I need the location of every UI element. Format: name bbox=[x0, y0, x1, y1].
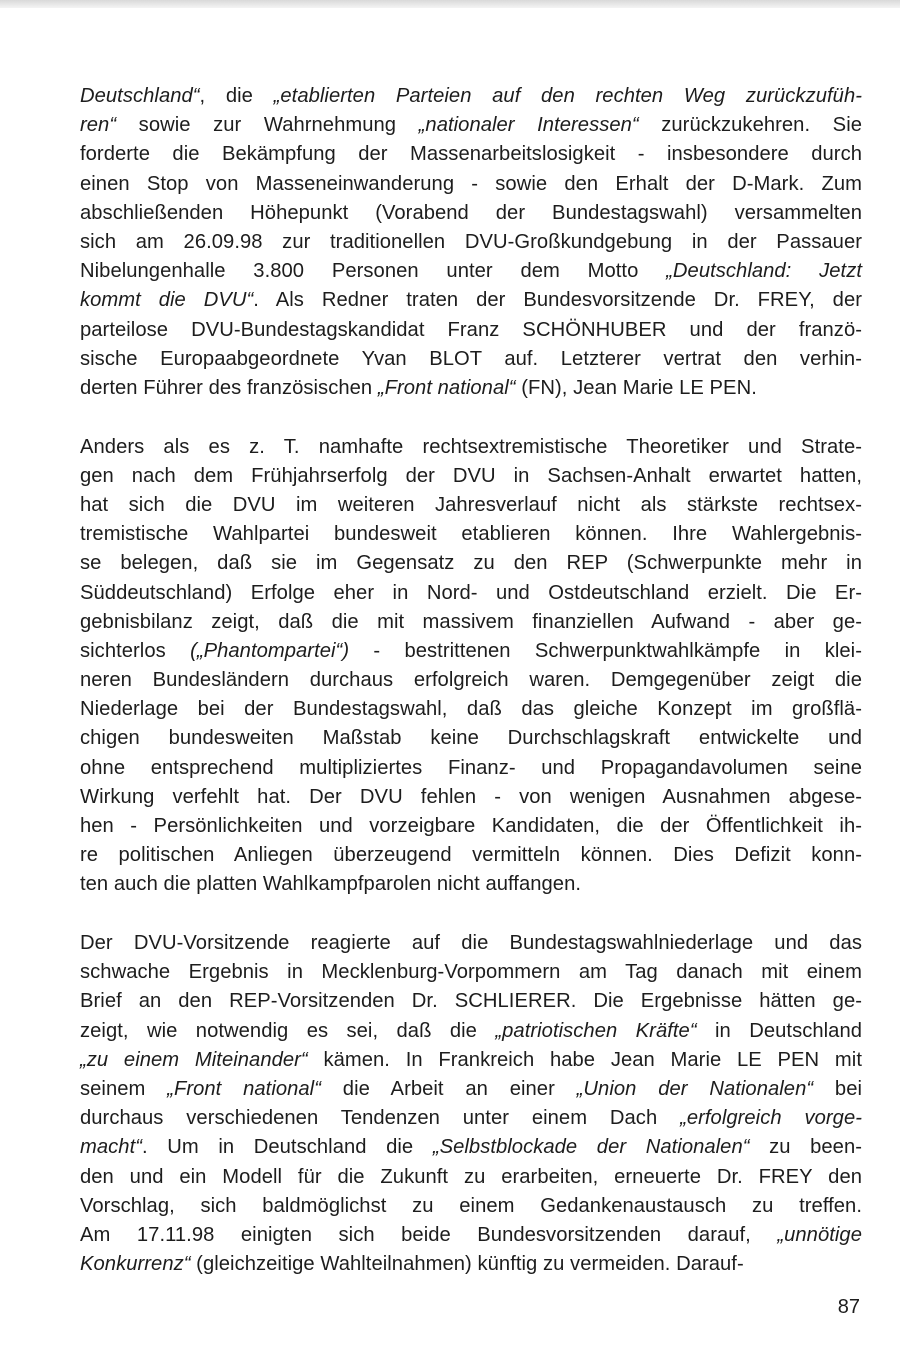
text-run: Brief an den REP-Vorsitzenden Dr. SCHLIERER. Die Ergebnisse hätten ge- bbox=[80, 990, 862, 1013]
text-run: (FN), Jean Marie LE PEN. bbox=[515, 376, 757, 399]
text-run: ten auch die platten Wahlkampfparolen nicht auffangen. bbox=[80, 873, 581, 896]
paragraph-gap bbox=[80, 403, 862, 433]
paragraph bbox=[80, 82, 862, 403]
text-line bbox=[80, 491, 862, 520]
text-line bbox=[80, 82, 862, 111]
text-run: seinem bbox=[80, 1078, 168, 1100]
text-line bbox=[80, 841, 862, 870]
italic-text-run: „zu einem Miteinander“ bbox=[80, 1048, 308, 1071]
text-run: gen nach dem Frühjahrserfolg der DVU in Sachsen-Anhalt erwartet hatten, bbox=[80, 464, 862, 487]
italic-text-run: „Union der Nationalen“ bbox=[576, 1078, 814, 1100]
italic-text-run: kommt die DVU“ bbox=[80, 289, 254, 312]
text-run: kämen. In Frankreich habe Jean Marie LE PEN mit bbox=[307, 1048, 862, 1071]
text-line bbox=[80, 783, 862, 812]
text-line bbox=[80, 929, 862, 958]
text-run: schwache Ergebnis in Mecklenburg-Vorpommern am Tag danach mit einem bbox=[80, 961, 862, 984]
text-run: Anders als es z. T. namhafte rechtsextremistische Theoretiker und Strate- bbox=[80, 435, 862, 458]
text-run: durchaus verschiedenen Tendenzen unter einem Dach bbox=[80, 1107, 681, 1130]
text-line bbox=[80, 1250, 862, 1279]
text-line bbox=[80, 199, 862, 228]
text-line bbox=[80, 812, 862, 841]
text-run: die Arbeit an einer bbox=[321, 1078, 577, 1100]
text-run: hat sich die DVU im weiteren Jahresverlauf nicht als stärkste rechtsex- bbox=[80, 493, 862, 516]
italic-text-run: macht“ bbox=[80, 1136, 142, 1159]
italic-text-run: „Selbstblockade der Nationalen“ bbox=[432, 1136, 750, 1159]
text-line bbox=[80, 257, 862, 286]
text-line bbox=[80, 345, 862, 374]
italic-text-run: „Deutschland: Jetzt bbox=[666, 260, 862, 283]
text-run: Der DVU-Vorsitzende reagierte auf die Bundestagswahlniederlage und das bbox=[80, 932, 862, 955]
document-page bbox=[80, 82, 862, 1279]
paragraph bbox=[80, 929, 862, 1279]
italic-text-run: „Front national“ bbox=[167, 1078, 321, 1100]
text-run: Am 17.11.98 einigten sich beide Bundesvorsitzenden darauf, bbox=[80, 1223, 778, 1246]
text-line bbox=[80, 111, 862, 140]
text-line bbox=[80, 433, 862, 462]
text-line bbox=[80, 316, 862, 345]
paragraph bbox=[80, 433, 862, 900]
text-run: - bestrittenen Schwerpunktwahlkämpfe in klei- bbox=[349, 639, 862, 662]
italic-text-run: („Phantompartei“) bbox=[190, 639, 350, 662]
italic-text-run: „nationaler Interessen“ bbox=[418, 114, 639, 137]
text-line bbox=[80, 666, 862, 695]
text-line bbox=[80, 724, 862, 753]
text-run: Wirkung verfehlt hat. Der DVU fehlen - von wenigen Ausnahmen abgese- bbox=[80, 785, 862, 808]
text-run: . Um in Deutschland die bbox=[142, 1136, 433, 1159]
text-line bbox=[80, 1192, 862, 1221]
text-run: hen - Persönlichkeiten und vorzeigbare Kandidaten, die der Öffentlichkeit ih- bbox=[80, 815, 862, 837]
text-line bbox=[80, 170, 862, 199]
text-line bbox=[80, 1046, 862, 1075]
text-line bbox=[80, 462, 862, 491]
text-run: den und ein Modell für die Zukunft zu erarbeiten, erneuerte Dr. FREY den bbox=[80, 1165, 862, 1188]
text-run: zeigt, wie notwendig es sei, daß die bbox=[80, 1019, 496, 1042]
text-run: (gleichzeitige Wahlteilnahmen) künftig zu vermeiden. Darauf- bbox=[190, 1253, 744, 1276]
text-run: forderte die Bekämpfung der Massenarbeitslosigkeit - insbesondere durch bbox=[80, 143, 862, 166]
text-line bbox=[80, 1017, 862, 1046]
italic-text-run: „unnötige bbox=[777, 1223, 862, 1246]
text-run: in Deutschland bbox=[696, 1019, 863, 1042]
text-line bbox=[80, 754, 862, 783]
text-run: Vorschlag, sich baldmöglichst zu einem Gedankenaustausch zu treffen. bbox=[80, 1194, 862, 1217]
text-run: se belegen, daß sie im Gegensatz zu den REP (Schwerpunkte mehr in bbox=[80, 552, 862, 575]
italic-text-run: Deutschland“ bbox=[80, 85, 200, 107]
text-run: parteilose DVU-Bundestagskandidat Franz SCHÖNHUBER und der franzö- bbox=[80, 318, 862, 341]
text-run: chigen bundesweiten Maßstab keine Durchschlagskraft entwickelte und bbox=[80, 727, 862, 750]
text-run: re politischen Anliegen überzeugend vermitteln können. Dies Defizit konn- bbox=[80, 844, 862, 867]
text-run: Niederlage bei der Bundestagswahl, daß das gleiche Konzept im großflä- bbox=[80, 698, 862, 721]
text-line bbox=[80, 228, 862, 257]
text-run: . Als Redner traten der Bundesvorsitzende Dr. FREY, der bbox=[253, 289, 863, 312]
page-number: 87 bbox=[837, 1296, 860, 1318]
text-run: sowie zur Wahrnehmung bbox=[116, 114, 419, 137]
italic-text-run: „Front national“ bbox=[377, 376, 516, 399]
text-run: abschließenden Höhepunkt (Vorabend der Bundestagswahl) versammelten bbox=[80, 201, 862, 224]
text-line bbox=[80, 987, 862, 1016]
text-run: bei bbox=[813, 1078, 863, 1100]
paragraph-gap bbox=[80, 900, 862, 930]
text-line bbox=[80, 1163, 862, 1192]
text-line bbox=[80, 1133, 862, 1162]
italic-text-run: Konkurrenz“ bbox=[80, 1253, 191, 1276]
text-run: zurückzukehren. Sie bbox=[638, 114, 863, 137]
text-run: neren Bundesländern durchaus erfolgreich waren. Demgegenüber zeigt die bbox=[80, 669, 862, 692]
text-run: gebnisbilanz zeigt, daß die mit massivem finanziellen Aufwand - aber ge- bbox=[80, 610, 862, 633]
text-run: Nibelungenhalle 3.800 Personen unter dem Motto bbox=[80, 260, 667, 283]
text-line bbox=[80, 1075, 862, 1104]
italic-text-run: „etablierten Parteien auf den rechten Weg zurückzufüh- bbox=[273, 85, 862, 107]
text-line bbox=[80, 549, 862, 578]
text-line bbox=[80, 637, 862, 666]
italic-text-run: „erfolgreich vorge- bbox=[680, 1107, 862, 1130]
text-line bbox=[80, 140, 862, 169]
text-run: einen Stop von Masseneinwanderung - sowie den Erhalt der D-Mark. Zum bbox=[80, 172, 862, 195]
text-line bbox=[80, 695, 862, 724]
text-line bbox=[80, 958, 862, 987]
text-line bbox=[80, 1104, 862, 1133]
text-run: derten Führer des französischen bbox=[80, 376, 378, 399]
text-run: zu been- bbox=[749, 1136, 863, 1159]
text-run: sische Europaabgeordnete Yvan BLOT auf. Letzterer vertrat den verhin- bbox=[80, 347, 862, 370]
italic-text-run: „patriotischen Kräfte“ bbox=[495, 1019, 697, 1042]
text-line bbox=[80, 608, 862, 637]
text-run: tremistische Wahlpartei bundesweit etablieren können. Ihre Wahlergebnis- bbox=[80, 523, 862, 546]
text-run: , die bbox=[199, 85, 274, 107]
text-run: ohne entsprechend multipliziertes Finanz- und Propagandavolumen seine bbox=[80, 756, 862, 779]
text-run: Süddeutschland) Erfolge eher in Nord- und Ostdeutschland erzielt. Die Er- bbox=[80, 581, 862, 604]
text-line bbox=[80, 579, 862, 608]
scan-top-edge bbox=[0, 0, 900, 8]
italic-text-run: ren“ bbox=[80, 114, 117, 137]
text-line bbox=[80, 870, 862, 899]
text-run: sichterlos bbox=[80, 639, 191, 662]
text-line bbox=[80, 286, 862, 315]
text-line bbox=[80, 520, 862, 549]
text-run: sich am 26.09.98 zur traditionellen DVU-Großkundgebung in der Passauer bbox=[80, 230, 862, 253]
text-line bbox=[80, 1221, 862, 1250]
text-line bbox=[80, 374, 862, 403]
